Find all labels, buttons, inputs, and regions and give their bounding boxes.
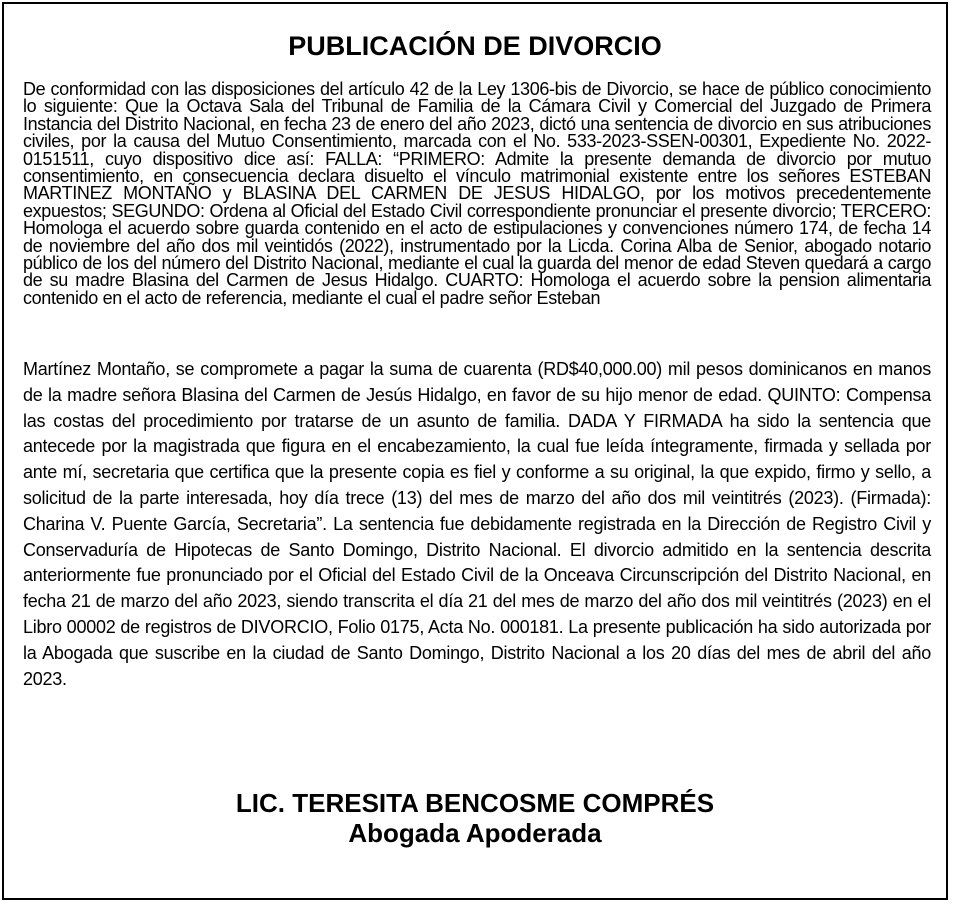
signature-name: LIC. TERESITA BENCOSME COMPRÉS	[235, 788, 715, 818]
notice-body-part2: Martínez Montaño, se compromete a pagar la suma de cuarenta (RD$40,000.00) mil pesos dominicanos en manos de la madre señora Blasina del Carmen de Jesús Hidalgo, en favor de su hijo menor de edad. QUINTO: Compensa las costas del procedimiento por tratarse de un asunto de familia. DADA Y FIRMADA ha sido la sentencia que antecede por la magistrada que figura en el encabezamiento, la cual fue leída íntegramente, firmada y sellada por ante mí, secretaria que certifica que la presente copia es fiel y conforme a su original, la que expido, firmo y sello, a solicitud de la parte interesada, hoy día trece (13) del mes de marzo del año dos mil veintitrés (2023). (Firmada): Charina V. Puente García, Secretaria”. La sentencia fue debidamente registrada en la Dirección de Registro Civil y Conservaduría de Hipotecas de Santo Domingo, Distrito Nacional. El divorcio admitido en la sentencia descrita anteriormente fue pronunciado por el Oficial del Estado Civil de la Onceava Circunscripción del Distrito Nacional, en fecha 21 de marzo del año 2023, siendo transcrita el día 21 del mes de marzo del año dos mil veintitrés (2023) en el Libro 00002 de registros de DIVORCIO, Folio 0175, Acta No. 000181. La presente publicación ha sido autorizada por la Abogada que suscribe en la ciudad de Santo Domingo, Distrito Nacional a los 20 días del mes de abril del año 2023.	[23, 359, 931, 689]
notice-frame	[2, 2, 948, 900]
notice-title: PUBLICACIÓN DE DIVORCIO	[288, 31, 662, 61]
signature-role: Abogada Apoderada	[348, 818, 602, 848]
notice-body-part1: De conformidad con las disposiciones del artículo 42 de la Ley 1306-bis de Divorcio, se hace de público conocimiento lo siguiente: Que la Octava Sala del Tribunal de Familia de la Cámara Civil y Comercial del Juzgado de Primera Instancia del Distrito Nacional, en fecha 23 de enero del año 2023, dictó una sentencia de divorcio en sus atribuciones civiles, por la causa del Mutuo Consentimiento, marcada con el No. 533-2023-SSEN-00301, Expediente No. 2022-0151511, cuyo dispositivo dice así: FALLA: “PRIMERO: Admite la presente demanda de divorcio por mutuo consentimiento, en consecuencia declara disuelto el vínculo matrimonial existente entre los señores ESTEBAN MARTINEZ MONTAÑO y BLASINA DEL CARMEN DE JESUS HIDALGO, por los motivos precedentemente expuestos; SEGUNDO: Ordena al Oficial del Estado Civil correspondiente pronunciar el presente divorcio; TERCERO: Homologa el acuerdo sobre guarda contenido en el acto de estipulaciones y convenciones número 174, de fecha 14 de noviembre del año dos mil veintidós (2022), instrumentado por la Licda. Corina Alba de Senior, abogado notario público de los del número del Distrito Nacional, mediante el cual la guarda del menor de edad Steven quedará a cargo de su madre Blasina del Carmen de Jesus Hidalgo. CUARTO: Homologa el acuerdo sobre la pension alimentaria contenido en el acto de referencia, mediante el cual el padre señor Esteban	[23, 79, 931, 308]
signature-block	[4, 788, 946, 848]
